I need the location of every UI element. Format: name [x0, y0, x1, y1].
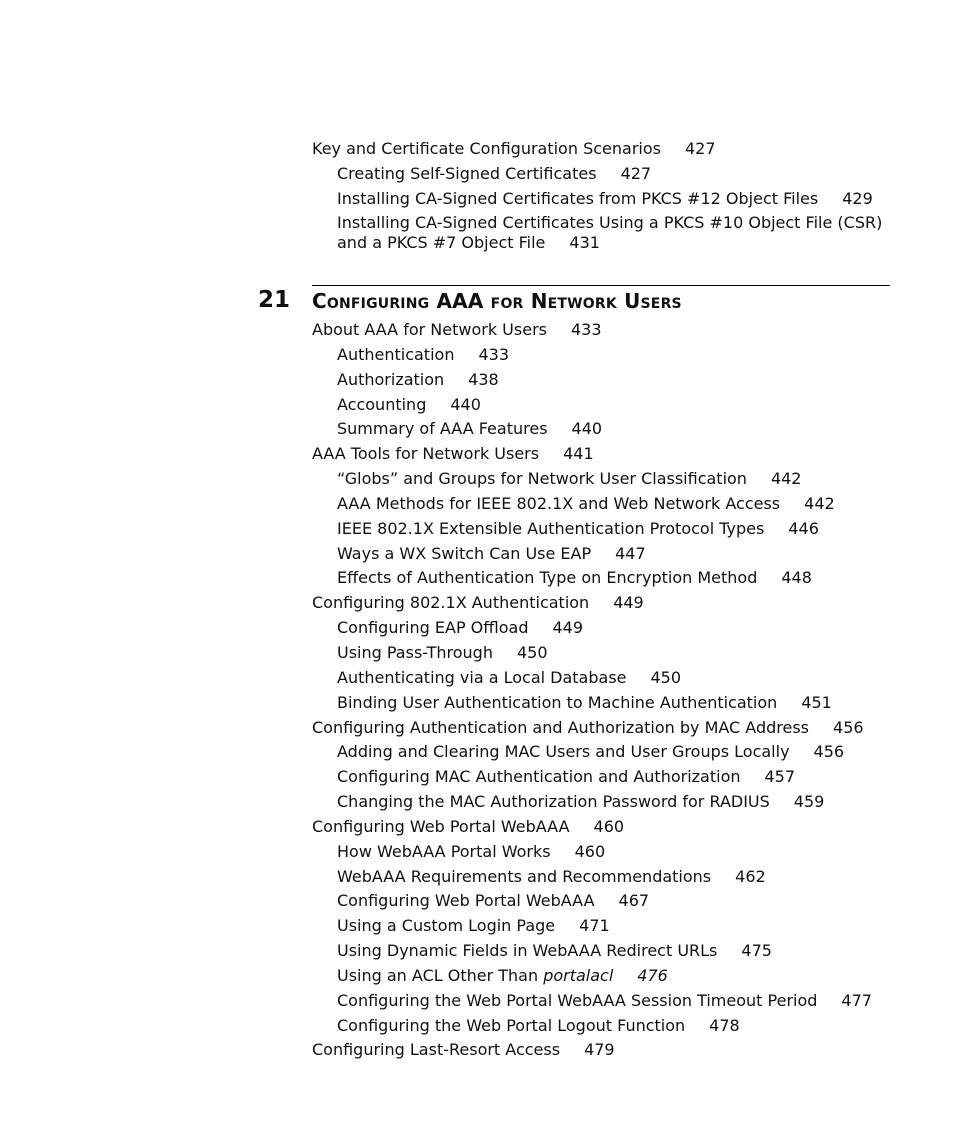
toc-entry[interactable]: [312, 189, 902, 209]
toc-page-number: 427: [620, 163, 652, 183]
toc-entry-text: Authentication: [337, 344, 455, 364]
toc-entry-text: How WebAAA Portal Works: [337, 841, 551, 861]
chapter-title[interactable]: Configuring AAA for Network Users: [312, 289, 682, 313]
toc-entry-text: Authorization: [337, 369, 445, 389]
toc-entry[interactable]: [312, 817, 902, 837]
toc-page-number: 459: [793, 792, 825, 812]
toc-page-number: 476: [637, 965, 668, 985]
toc-entry-text: Using an ACL Other Than: [337, 965, 544, 985]
toc-subentry[interactable]: [312, 693, 902, 713]
toc-entry[interactable]: [312, 593, 902, 613]
toc-entry-text: Configuring EAP Offload: [337, 618, 529, 638]
toc-page-number: 447: [615, 543, 646, 563]
toc-page-number: 429: [842, 188, 873, 208]
toc-page-number: 442: [804, 493, 835, 513]
toc-page-number: 460: [593, 816, 625, 836]
toc-entry-text: Adding and Clearing MAC Users and User Groups Locally: [337, 742, 790, 762]
toc-page-number: 477: [841, 990, 872, 1010]
toc-entry-text: “Globs” and Groups for Network User Classification: [337, 469, 747, 489]
toc-page-number: 456: [833, 717, 864, 737]
toc-entry[interactable]: [312, 444, 902, 464]
toc-entry[interactable]: [312, 213, 902, 252]
toc-entry-text: Key and Certificate Configuration Scenarios: [312, 139, 661, 158]
toc-entry-text: Changing the MAC Authorization Password for RADIUS: [337, 792, 770, 812]
toc-subentry[interactable]: [312, 891, 902, 911]
chapter-divider: [312, 285, 890, 286]
toc-entry-text: Using Dynamic Fields in WebAAA Redirect URLs: [337, 941, 718, 961]
toc-entry-text: Configuring Last-Resort Access: [312, 1040, 561, 1060]
toc-entry-text: Using a Custom Login Page: [337, 916, 556, 936]
toc-entry-text: Creating Self-Signed Certificates: [337, 163, 597, 183]
toc-page-number: 449: [613, 593, 644, 613]
toc-subentry[interactable]: [312, 345, 902, 365]
chapter-toc-list: [312, 320, 902, 1065]
toc-entry-text: Installing CA-Signed Certificates Using a PKCS #10 Object File (CSR) and a PKCS #7 Object File: [337, 213, 883, 252]
toc-page-number: 471: [579, 916, 610, 936]
toc-subentry[interactable]: [312, 767, 902, 787]
toc-page-number: 460: [574, 841, 606, 861]
toc-entry-text: Configuring MAC Authentication and Authorization: [337, 767, 741, 787]
toc-subentry[interactable]: [312, 991, 902, 1011]
toc-entry-italic-text: portalacl: [543, 965, 614, 985]
toc-entry-text: IEEE 802.1X Extensible Authentication Protocol Types: [337, 518, 765, 538]
toc-entry-text: Authenticating via a Local Database: [337, 667, 627, 687]
toc-subentry[interactable]: [312, 1016, 902, 1036]
toc-entry-text: About AAA for Network Users: [312, 320, 547, 339]
toc-entry-text: Summary of AAA Features: [337, 419, 548, 439]
toc-subentry[interactable]: [312, 941, 902, 961]
toc-page-number: 441: [563, 444, 594, 464]
toc-subentry[interactable]: [312, 544, 902, 564]
toc-subentry[interactable]: [312, 867, 902, 887]
toc-entry-text: Accounting: [337, 394, 427, 414]
toc-entry-text: Ways a WX Switch Can Use EAP: [337, 543, 592, 563]
toc-page-number: 479: [584, 1040, 615, 1060]
toc-page-number: 450: [650, 667, 682, 687]
toc-subentry[interactable]: [312, 842, 902, 862]
toc-page-number: 440: [450, 394, 481, 414]
toc-entry-text: Configuring the Web Portal Logout Function: [337, 1015, 686, 1035]
toc-page-number: 440: [571, 419, 603, 439]
toc-entry-text: Configuring Authentication and Authorization by MAC Address: [312, 717, 810, 737]
toc-page-number: 446: [788, 518, 819, 538]
toc-subentry[interactable]: [312, 966, 902, 986]
toc-subentry[interactable]: [312, 668, 902, 688]
toc-page-number: 442: [770, 469, 802, 489]
toc-subentry[interactable]: [312, 519, 902, 539]
toc-subentry[interactable]: [312, 568, 902, 588]
toc-entry[interactable]: [312, 718, 902, 738]
toc-entry[interactable]: [312, 1040, 902, 1060]
toc-subentry[interactable]: [312, 469, 902, 489]
toc-subentry[interactable]: [312, 419, 902, 439]
toc-page-number: 451: [801, 692, 832, 712]
toc-continued-section: [312, 139, 902, 252]
toc-entry-text: Configuring the Web Portal WebAAA Session Timeout Period: [337, 990, 818, 1010]
toc-page-number: 478: [709, 1015, 740, 1035]
toc-page-number: 427: [684, 139, 716, 158]
toc-entry[interactable]: [312, 164, 902, 184]
toc-subentry[interactable]: [312, 370, 902, 390]
toc-page-number: 467: [618, 891, 650, 911]
toc-page-number: 475: [741, 941, 772, 961]
toc-subentry[interactable]: [312, 742, 902, 762]
toc-subentry[interactable]: [312, 494, 902, 514]
toc-entry-text: AAA Tools for Network Users: [312, 444, 540, 464]
toc-page-number: 449: [552, 618, 584, 638]
toc-entry-text: Effects of Authentication Type on Encryption Method: [337, 568, 758, 588]
toc-subentry[interactable]: [312, 395, 902, 415]
toc-entry-text: Using Pass-Through: [337, 642, 493, 662]
toc-subentry[interactable]: [312, 643, 902, 663]
toc-page-number: 456: [813, 742, 845, 762]
toc-subentry[interactable]: [312, 916, 902, 936]
toc-entry-text: Installing CA-Signed Certificates from PKCS #12 Object Files: [337, 188, 819, 208]
toc-page-number: 433: [570, 320, 602, 339]
toc-page-number: 457: [764, 767, 796, 787]
toc-entry-text: AAA Methods for IEEE 802.1X and Web Network Access: [337, 493, 781, 513]
toc-page-number: 433: [478, 344, 509, 364]
toc-page-number: 431: [569, 232, 600, 252]
toc-entry-text: Configuring Web Portal WebAAA: [312, 816, 570, 836]
toc-subentry[interactable]: [312, 618, 902, 638]
toc-entry[interactable]: [312, 320, 902, 340]
toc-entry-text: Binding User Authentication to Machine Authentication: [337, 692, 778, 712]
toc-entry[interactable]: [312, 139, 902, 159]
toc-entry-text: Configuring 802.1X Authentication: [312, 593, 590, 613]
toc-page-number: 438: [468, 369, 499, 389]
toc-page-number: 450: [516, 642, 548, 662]
toc-page-number: 448: [781, 568, 812, 588]
toc-subentry[interactable]: [312, 792, 902, 812]
toc-entry-text: WebAAA Requirements and Recommendations: [337, 866, 712, 886]
toc-entry-text: Configuring Web Portal WebAAA: [337, 891, 595, 911]
chapter-number: 21: [258, 287, 291, 313]
toc-page-number: 462: [735, 866, 766, 886]
